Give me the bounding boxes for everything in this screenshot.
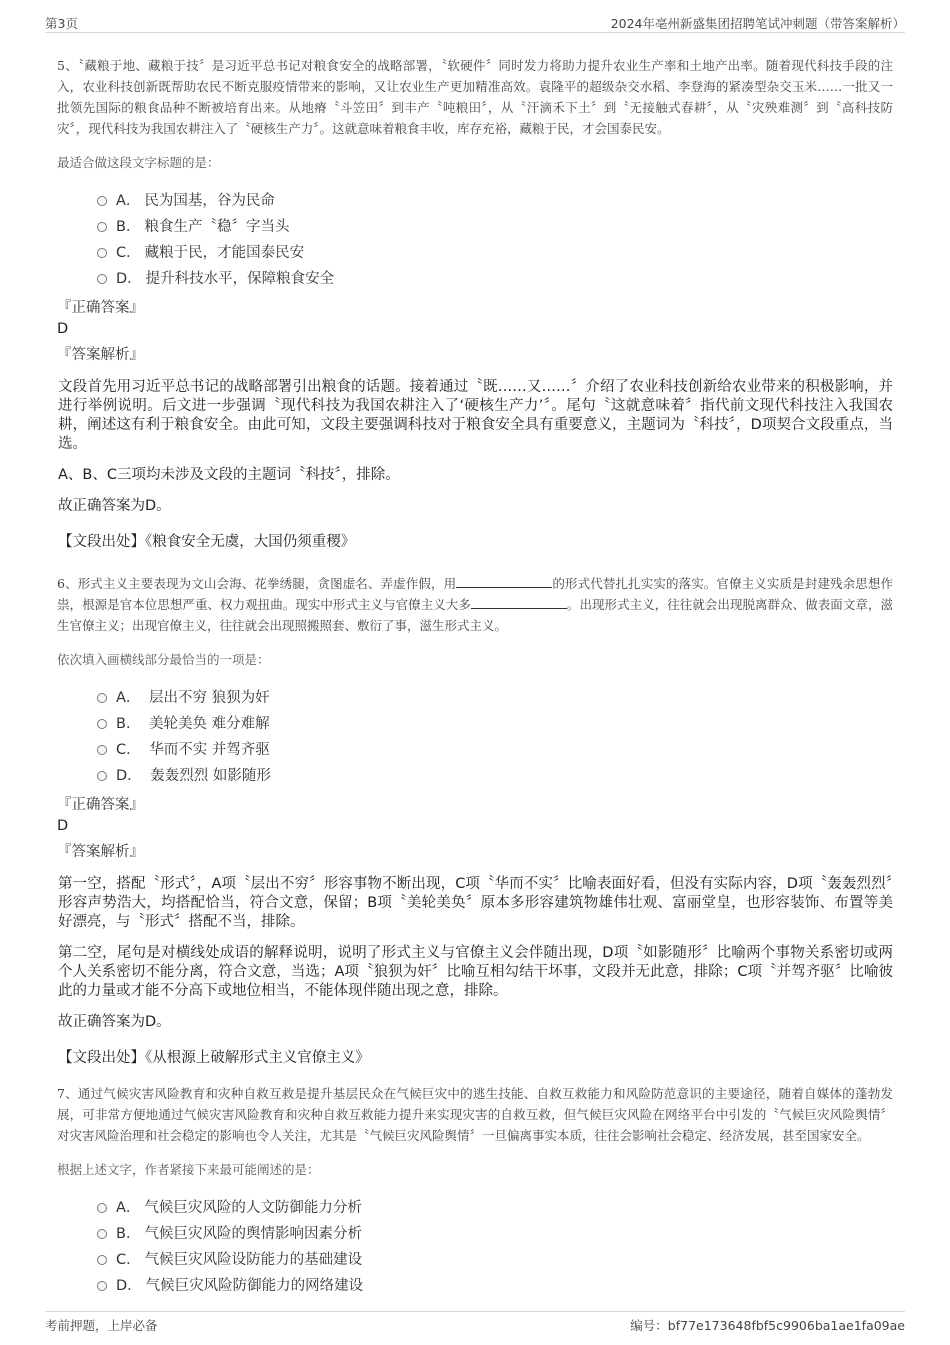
radio-icon[interactable]: [97, 1281, 107, 1291]
page-footer: [45, 1311, 905, 1336]
source-citation: 【文段出处】《从根源上破解形式主义官僚主义》: [58, 1050, 370, 1066]
option-letter: D．: [116, 768, 142, 784]
analysis-paragraph: A、B、C三项均未涉及文段的主题词〝科技〞，排除。: [58, 467, 400, 483]
analysis-paragraph: 故正确答案为D。: [58, 498, 171, 514]
option-d[interactable]: [97, 266, 893, 292]
page-header: [45, 12, 905, 33]
option-letter: C．: [116, 1252, 141, 1268]
question-prompt: 依次填入画横线部分最恰当的一项是：: [57, 652, 270, 667]
radio-icon[interactable]: [97, 222, 107, 232]
radio-icon[interactable]: [97, 1229, 107, 1239]
correct-answer-label: 『正确答案』: [57, 797, 144, 813]
option-list: [97, 685, 893, 789]
option-c[interactable]: [97, 240, 893, 266]
document-id: 编号：bf77e173648fbf5c9906ba1ae1fa09ae: [630, 1318, 905, 1333]
radio-icon[interactable]: [97, 248, 107, 258]
analysis-label: 『答案解析』: [57, 844, 144, 860]
option-text: 层出不穷 狼狈为奸: [149, 690, 270, 706]
option-list: [97, 1195, 893, 1299]
option-d[interactable]: [97, 1273, 893, 1299]
analysis-paragraph: 第二空，尾句是对横线处成语的解释说明，说明了形式主义与官僚主义会伴随出现，D项〝如影随形〞比喻两个事物关系密切或两个人关系密切不能分离，符合文意，当选；A项〝狼狈为奸〞比喻互相勾结干坏事，文段并无此意，排除；C项〝并驾齐驱〞比喻彼此的力量或才能不分高下或地位相当，不能体现伴随出现之意，排除。: [58, 945, 893, 999]
option-text: 华而不实 并驾齐驱: [149, 742, 270, 758]
analysis-paragraph: 故正确答案为D。: [58, 1014, 171, 1030]
radio-icon[interactable]: [97, 274, 107, 284]
question-stem: 7、通过气候灾害风险教育和灾种自救互救是提升基层民众在气候巨灾中的逃生技能、自救互救能力和风险防范意识的主要途径，随着自媒体的蓬勃发展，可非常方便地通过气候灾害风险教育和灾种自救互救能力提升来实现灾害的自救互救，但气候巨灾风险在网络平台中引发的〝气候巨灾风险舆情〞对灾害风险治理和社会稳定的影响也令人关注，尤其是〝气候巨灾风险舆情〞一旦偏离事实本质，往往会影响社会稳定、经济发展，甚至国家安全。: [57, 1086, 893, 1143]
correct-answer: D: [57, 818, 69, 834]
option-letter: D．: [116, 1278, 142, 1294]
document-body: [57, 55, 893, 1299]
radio-icon[interactable]: [97, 719, 107, 729]
option-a[interactable]: [97, 685, 893, 711]
option-letter: B．: [116, 219, 141, 235]
question-stem: 5、〝藏粮于地、藏粮于技〞是习近平总书记对粮食安全的战略部署，〝软硬件〞同时发力将助力提升农业生产率和土地产出率。随着现代科技手段的注入，农业科技创新既帮助农民不断克服疫情带来的影响，又让农业生产更加精准高效。袁隆平的超级杂交水稻、李登海的紧凑型杂交玉米……一批又一批领先国际的粮食品种不断被培育出来。从地瘠〝斗笠田〞到丰产〝吨粮田〞，从〝汗滴禾下土〞到〝无接触式春耕〞，从〝灾殃难测〞到〝高科技防灾〞，现代科技为我国农耕注入了〝硬核生产力〞。这就意味着粮食丰收，库存充裕，藏粮于民，才会国泰民安。: [57, 58, 893, 136]
option-letter: A．: [116, 1200, 141, 1216]
option-letter: A．: [116, 690, 141, 706]
radio-icon[interactable]: [97, 771, 107, 781]
option-text: 轰轰烈烈 如影随形: [150, 768, 271, 784]
option-text: 美轮美奂 难分难解: [149, 716, 270, 732]
question-stem: [57, 573, 893, 636]
option-text: 粮食生产〝稳〞字当头: [144, 219, 290, 235]
option-text: 藏粮于民，才能国泰民安: [144, 245, 305, 261]
option-b[interactable]: [97, 1221, 893, 1247]
option-letter: D．: [116, 271, 142, 287]
page-number: 第3页: [45, 16, 78, 31]
option-text: 民为国基，谷为民命: [144, 193, 275, 209]
radio-icon[interactable]: [97, 745, 107, 755]
stem-part: 。出现形式主义，往往就会出现脱离群众、做表面文章，滋生官僚主义；出现官僚主义，往往就会出现照搬照套、敷衍了事，滋生形式主义。: [57, 597, 893, 633]
option-d[interactable]: [97, 763, 893, 789]
option-letter: B．: [116, 1226, 141, 1242]
analysis-label: 『答案解析』: [57, 347, 144, 363]
option-b[interactable]: [97, 214, 893, 240]
question-prompt: 最适合做这段文字标题的是：: [57, 155, 220, 170]
radio-icon[interactable]: [97, 693, 107, 703]
option-list: [97, 188, 893, 292]
question-6: [57, 573, 893, 1067]
analysis-paragraph: 第一空，搭配〝形式〞，A项〝层出不穷〞形容事物不断出现，C项〝华而不实〞比喻表面好看，但没有实际内容，D项〝轰轰烈烈〞形容声势浩大，均搭配恰当，符合文意，保留；B项〝美轮美奂〞原本多形容建筑物雄伟壮观、富丽堂皇，也形容装饰、布置等美好漂亮，与〝形式〞搭配不当，排除。: [58, 876, 893, 930]
option-text: 气候巨灾风险的人文防御能力分析: [144, 1200, 362, 1216]
analysis-paragraph: 文段首先用习近平总书记的战略部署引出粮食的话题。接着通过〝既……又……〞介绍了农业科技创新给农业带来的积极影响，并进行举例说明。后文进一步强调〝现代科技为我国农耕注入了‘硬核生产力’〞。尾句〝这就意味着〞指代前文现代科技注入我国农耕，阐述这有利于粮食安全。由此可知，文段主要强调科技对于粮食安全具有重要意义，主题词为〝科技〞，D项契合文段重点，当选。: [58, 379, 893, 452]
fill-blank: [456, 575, 552, 588]
option-text: 气候巨灾风险设防能力的基础建设: [144, 1252, 363, 1268]
option-a[interactable]: [97, 188, 893, 214]
question-prompt: 根据上述文字，作者紧接下来最可能阐述的是：: [57, 1162, 320, 1177]
radio-icon[interactable]: [97, 196, 107, 206]
option-letter: C．: [116, 245, 141, 261]
source-citation: 【文段出处】《粮食安全无虞，大国仍须重稷》: [58, 534, 356, 550]
correct-answer: D: [57, 321, 69, 337]
document-title: 2024年亳州新盛集团招聘笔试冲刺题（带答案解析）: [610, 16, 905, 31]
option-a[interactable]: [97, 1195, 893, 1221]
question-7: [57, 1083, 893, 1299]
radio-icon[interactable]: [97, 1255, 107, 1265]
fill-blank: [471, 596, 567, 609]
stem-part: 6、形式主义主要表现为文山会海、花拳绣腿，贪图虚名、弄虚作假，用: [57, 576, 457, 591]
radio-icon[interactable]: [97, 1203, 107, 1213]
footer-slogan: 考前押题，上岸必备: [45, 1318, 158, 1333]
option-text: 气候巨灾风险的舆情影响因素分析: [144, 1226, 362, 1242]
option-text: 气候巨灾风险防御能力的网络建设: [145, 1278, 364, 1294]
option-letter: B．: [116, 716, 141, 732]
question-5: [57, 55, 893, 551]
option-b[interactable]: [97, 711, 893, 737]
option-letter: A．: [116, 193, 141, 209]
option-c[interactable]: [97, 737, 893, 763]
stem-part: 的形式代替扎扎实实的落实。官僚主义实质是封建残余思想作祟，根源是官本位思想严重、权力观扭曲。现实中形式主义与官僚主义大多: [57, 576, 893, 612]
option-text: 提升科技水平，保障粮食安全: [145, 271, 335, 287]
option-c[interactable]: [97, 1247, 893, 1273]
correct-answer-label: 『正确答案』: [57, 300, 144, 316]
option-letter: C．: [116, 742, 141, 758]
